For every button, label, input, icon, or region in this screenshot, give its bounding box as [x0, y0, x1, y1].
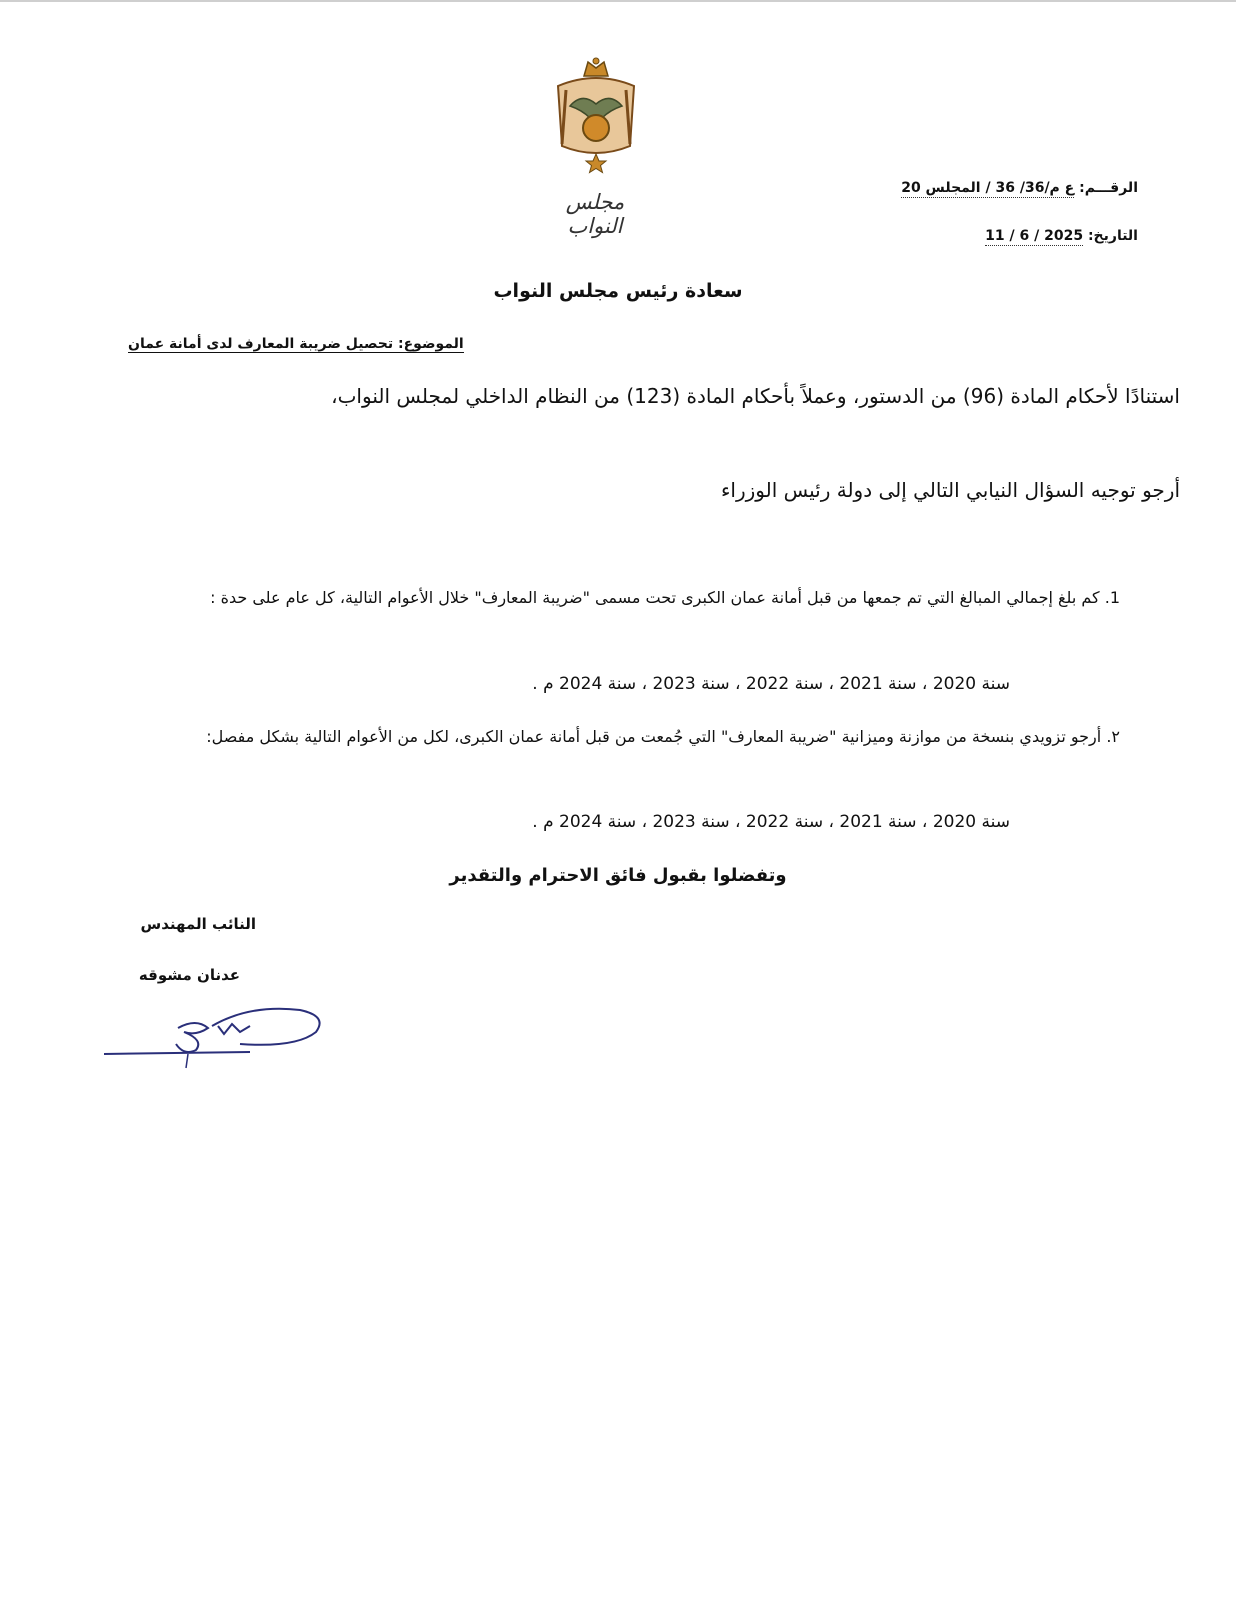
date-line	[985, 228, 1138, 244]
signatory-title: النائب المهندس	[140, 915, 256, 933]
council-logo-text: مجلس النواب	[565, 190, 625, 238]
reference-value: ع م/36/ 36 / المجلس 20	[901, 180, 1075, 196]
question-2: ٢. أرجو تزويدي بنسخة من موازنة وميزانية "ضريبة المعارف" التي جُمعت من قبل أمانة عمان الكبرى، لكل من الأعوام التالية بشكل مفصل:	[206, 727, 1120, 746]
page-top-border	[0, 0, 1236, 2]
reference-line	[901, 180, 1138, 196]
addressee-heading: سعادة رئيس مجلس النواب	[493, 280, 743, 302]
closing-line: وتفضلوا بقبول فائق الاحترام والتقدير	[449, 865, 787, 886]
intro-paragraph: استنادًا لأحكام المادة (96) من الدستور، وعملاً بأحكام المادة (123) من النظام الداخلي لمجلس النواب،	[331, 384, 1180, 408]
reference-label: الرقـــم:	[1079, 180, 1138, 196]
date-label: التاريخ:	[1087, 228, 1138, 244]
question-1: 1. كم بلغ إجمالي المبالغ التي تم جمعها من قبل أمانة عمان الكبرى تحت مسمى "ضريبة المعارف" خلال الأعوام التالية، كل عام على حدة :	[210, 588, 1120, 607]
coat-of-arms-emblem	[548, 56, 644, 180]
subject-line: الموضوع: تحصيل ضريبة المعارف لدى أمانة عمان	[128, 336, 464, 352]
question-1-years: سنة 2020 ، سنة 2021 ، سنة 2022 ، سنة 2023 ، سنة 2024 م .	[532, 674, 1010, 694]
request-paragraph: أرجو توجيه السؤال النيابي التالي إلى دولة رئيس الوزراء	[720, 478, 1180, 502]
signatory-name: عدنان مشوقه	[138, 966, 240, 984]
handwritten-signature	[100, 998, 330, 1072]
date-value: 2025 / 6 / 11	[985, 228, 1084, 244]
question-2-years: سنة 2020 ، سنة 2021 ، سنة 2022 ، سنة 2023 ، سنة 2024 م .	[532, 812, 1010, 832]
